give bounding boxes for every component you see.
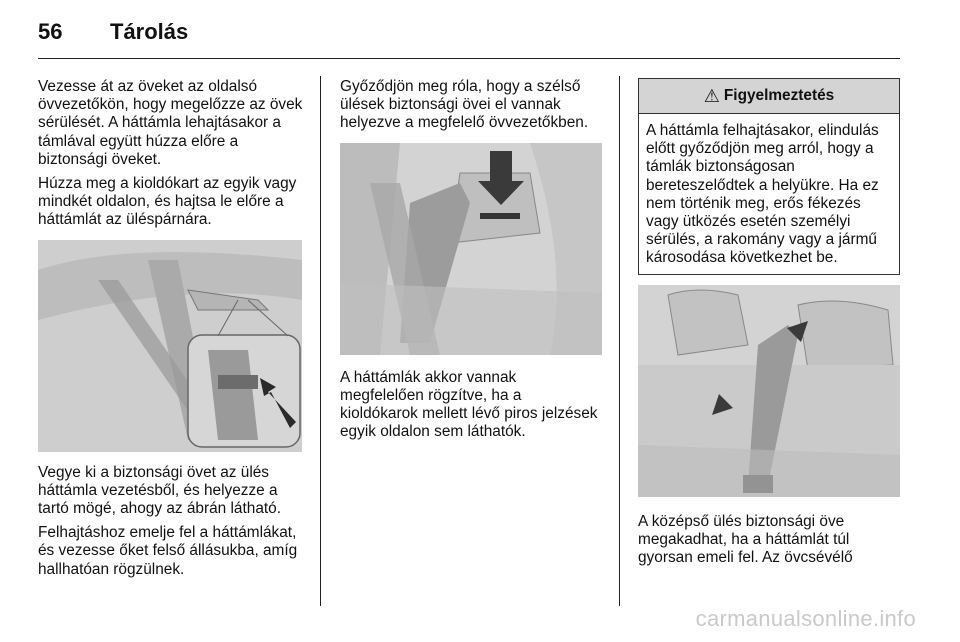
- column-divider-2: [619, 76, 620, 606]
- warning-header: [639, 79, 899, 114]
- warning-text: A háttámla felhajtásakor, elindulás előtt győződjön meg arról, hogy a támlák biztonságosan bereteszelődtek a helyükre. Ha ez nem történik meg, erős fékezés vagy ütközés esetén személyi sérülés, a rakomány vagy a jármű károsodása következhet be.: [646, 122, 879, 267]
- paragraph: Húzza meg a kioldókart az egyik vagy mindkét oldalon, és hajtsa le előre a háttámlát az üléspárnára.: [38, 175, 297, 229]
- watermark: carmanualsonline.info: [695, 606, 916, 631]
- warning-triangle-icon: ⚠: [703, 86, 720, 106]
- seatbelt-release-illustration: [38, 240, 302, 452]
- paragraph: A háttámlák akkor vannak megfelelően rögzítve, ha a kioldókarok mellett lévő piros jelzések egyik oldalon sem láthatók.: [340, 368, 598, 441]
- paragraph: Vegye ki a biztonsági övet az ülés háttámla vezetésből, és helyezze a tartó mögé, ahogy az ábrán látható.: [38, 463, 281, 518]
- column-divider-1: [320, 76, 321, 606]
- paragraph: A középső ülés biztonsági öve megakadhat, ha a háttámlát túl gyorsan emeli fel. Az övcsévélő: [638, 512, 853, 567]
- column-1: [38, 78, 308, 585]
- page-header: [38, 14, 900, 50]
- column-3: [638, 78, 900, 573]
- seatbelt-guide-illustration: [340, 143, 602, 355]
- header-divider: [38, 58, 900, 59]
- center-seat-belt-illustration: [638, 285, 900, 497]
- page-title: Tárolás: [110, 19, 189, 44]
- warning-title: Figyelmeztetés: [723, 86, 835, 104]
- paragraph: Győződjön meg róla, hogy a szélső ülések biztonsági övei el vannak helyezve a megfelelő övvezetőkben.: [340, 78, 589, 132]
- paragraph: Felhajtáshoz emelje fel a háttámlákat, és vezesse őket felső állásukba, amíg hallhatóan rögzülnek.: [38, 524, 298, 578]
- page-number: 56: [38, 19, 63, 44]
- column-2: [340, 78, 602, 447]
- paragraph: Vezesse át az öveket az oldalsó övvezetőkön, hogy megelőzze az övek sérülését. A háttámla lehajtásakor a támlával együtt húzza előre a biztonsági öveket.: [38, 78, 303, 168]
- warning-box: [638, 78, 900, 275]
